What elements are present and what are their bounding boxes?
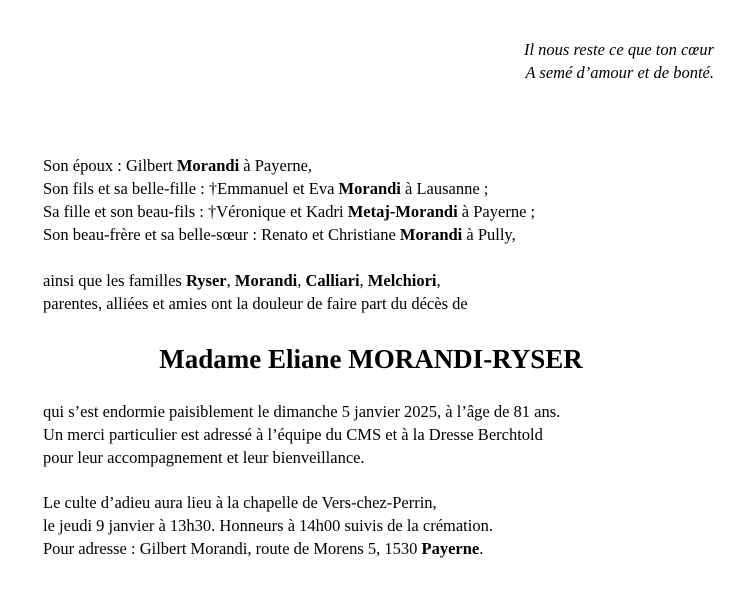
family-member-line [43, 154, 535, 177]
extended-families [43, 269, 468, 315]
separator: , [226, 271, 235, 290]
family-member-location: à Payerne ; [457, 202, 536, 221]
announcement-line: qui s’est endormie paisiblement le dimanche 5 janvier 2025, à l’âge de 81 ans. [43, 402, 561, 421]
epigraph-line: Il nous reste ce que ton cœur [523, 40, 714, 59]
service-line: Le culte d’adieu aura lieu à la chapelle de Vers-chez-Perrin, [43, 493, 437, 512]
family-member-surname: Morandi [176, 156, 240, 175]
address-city: Payerne [421, 539, 480, 558]
family-member-location: à Lausanne ; [400, 179, 489, 198]
family-member-text: Son beau-frère et sa belle-sœur : Renato et Christiane [43, 225, 400, 244]
family-member-location: à Pully, [462, 225, 516, 244]
family-member-text: Sa fille et son beau-fils : †Véronique et Kadri [43, 202, 348, 221]
family-name: Calliari [305, 271, 360, 290]
address-text: Pour adresse : Gilbert Morandi, route de Morens 5, 1530 [43, 539, 422, 558]
family-member-surname: Morandi [399, 225, 463, 244]
family-member-line [43, 177, 535, 200]
separator: , [359, 271, 368, 290]
family-members-list [43, 154, 535, 246]
family-name: Morandi [234, 271, 298, 290]
address-end: . [479, 539, 484, 558]
family-member-surname: Metaj-Morandi [347, 202, 458, 221]
deceased-name-heading: Madame Eliane MORANDI-RYSER [159, 344, 583, 374]
separator: , [297, 271, 306, 290]
family-member-surname: Morandi [338, 179, 401, 198]
epigraph-line: A semé d’amour et de bonté. [525, 63, 714, 82]
families-announcement-line: parentes, alliées et amies ont la douleur de faire part du décès de [43, 294, 468, 313]
family-member-text: Son fils et sa belle-fille : †Emmanuel et Eva [43, 179, 339, 198]
service-line: le jeudi 9 janvier à 13h30. Honneurs à 14h00 suivis de la crémation. [43, 516, 493, 535]
families-intro: ainsi que les familles [43, 271, 186, 290]
announcement-line: Un merci particulier est adressé à l’équipe du CMS et à la Dresse Berchtold [43, 425, 543, 444]
address-line [43, 537, 493, 560]
family-member-text: Son époux : Gilbert [43, 156, 177, 175]
separator: , [436, 271, 441, 290]
family-name: Ryser [185, 271, 227, 290]
family-member-line [43, 200, 535, 223]
family-member-line [43, 223, 535, 246]
service-details [43, 491, 493, 560]
families-names-line [43, 269, 468, 292]
family-name: Melchiori [367, 271, 437, 290]
epigraph [524, 38, 714, 84]
announcement-text [43, 400, 560, 469]
announcement-line: pour leur accompagnement et leur bienveillance. [43, 448, 365, 467]
family-member-location: à Payerne, [239, 156, 313, 175]
